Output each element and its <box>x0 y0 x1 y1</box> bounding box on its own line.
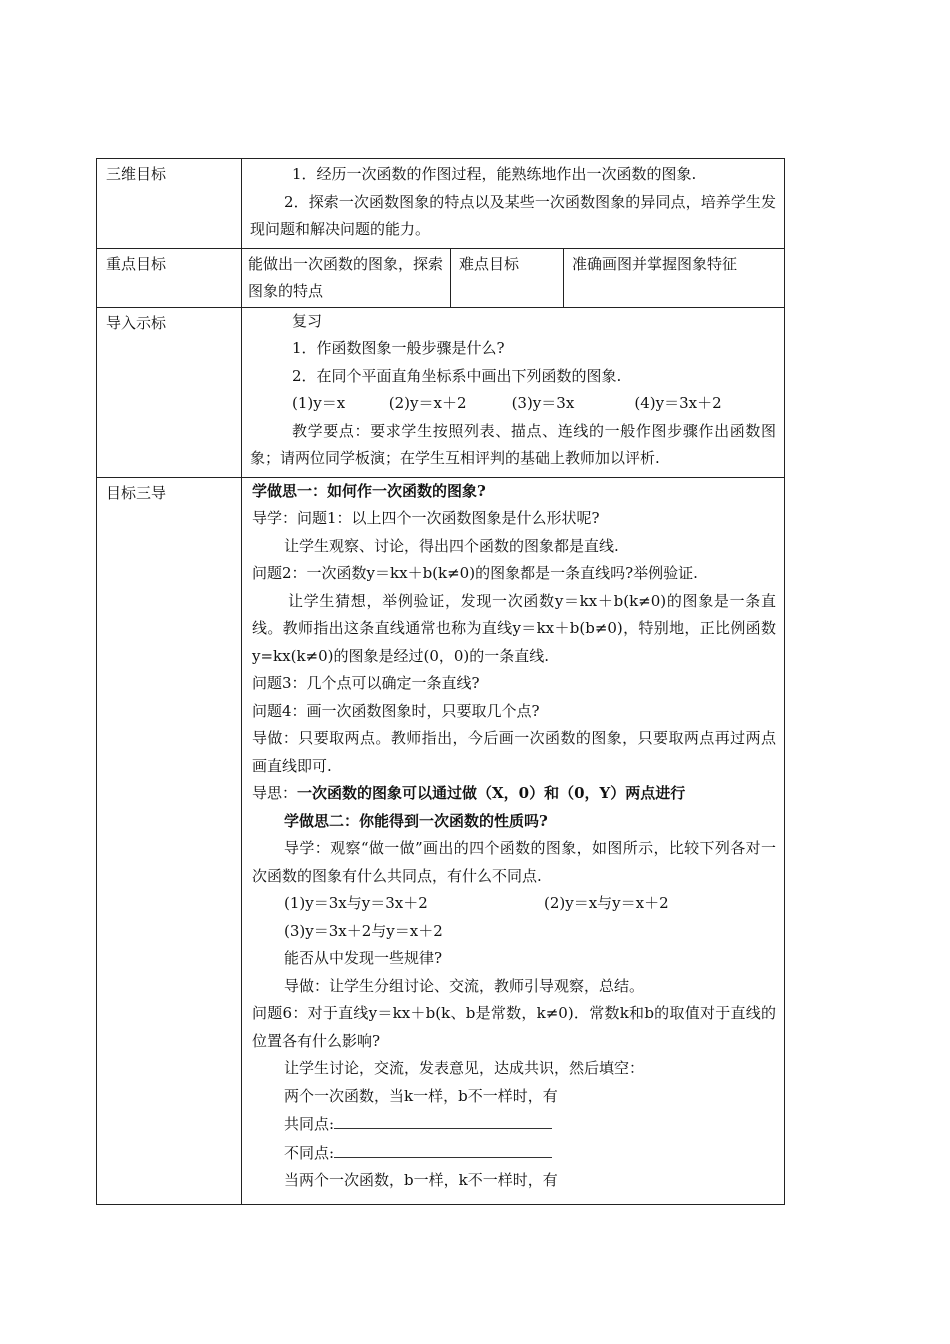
key-text: 能做出一次函数的图象，探索图象的特点 <box>242 249 451 307</box>
intro-content <box>242 307 785 477</box>
guide-l12: 问题6：对于直线y＝kx＋b(k、b是常数，k≠0)．常数k和b的取值对于直线的 位置各有什么影响? <box>252 1004 792 1050</box>
difficult-text: 准确画图并掌握图象特征 <box>572 254 738 273</box>
guide-l7: 导做：只要取两点。教师指出，今后画一次函数的图象，只要取两点再过两点画直线即可. <box>252 729 776 775</box>
guide-diff-label: 不同点: <box>284 1143 335 1162</box>
common-blank-line <box>334 1110 552 1129</box>
intro-review: 复习 <box>292 311 323 330</box>
guide-title-1: 学做思一：如何作一次函数的图象? <box>252 481 486 500</box>
intro-functions <box>250 390 776 418</box>
guide-l2: 让学生观察、讨论，得出四个函数的图象都是直线. <box>284 536 619 555</box>
guide-l9: 导学：观察“做一做”画出的四个函数的图象，如图所示，比较下列各对一次函数的图象有什么共同点，有什么不同点. <box>252 839 776 885</box>
guide-l6: 问题4：画一次函数图象时，只要取几个点? <box>252 701 540 720</box>
guide-common-row <box>252 1110 776 1139</box>
goals-content <box>242 159 785 249</box>
key-row <box>97 248 785 307</box>
guide-l11: 导做：让学生分组讨论、交流，教师引导观察，总结。 <box>284 976 645 995</box>
guide-pair-2: (2)y＝x与y＝x＋2 <box>544 894 669 912</box>
diff-blank-line <box>334 1139 552 1158</box>
guide-pairs-row <box>252 890 776 918</box>
guide-diff-row <box>252 1139 776 1168</box>
intro-func-1: (1)y＝x <box>292 394 346 412</box>
lesson-plan-table <box>96 158 792 1205</box>
intro-points: 教学要点：要求学生按照列表、描点、连线的一般作图步骤作出函数图象；请两位同学板演；在学生互相评判的基础上教师加以评析. <box>250 421 776 467</box>
intro-func-3: (3)y＝3x <box>511 394 575 412</box>
guide-l8 <box>252 780 776 808</box>
guide-l5: 问题3：几个点可以确定一条直线? <box>252 674 480 692</box>
difficult-label: 难点目标 <box>451 249 564 307</box>
guide-l10: 能否从中发现一些规律? <box>284 949 443 967</box>
guide-content <box>242 477 792 1204</box>
guide-l4: 让学生猜想，举例验证，发现一次函数y＝kx＋b(k≠0)的图象是一条直线。教师指出这条直线通常也称为直线y＝kx＋b(b≠0)，特别地，正比例函数y=kx(k≠0)的图象是经过(0，0)的一条直线. <box>252 591 776 665</box>
guide-l15: 当两个一次函数，b一样，k不一样时，有 <box>284 1171 558 1189</box>
goals-label: 三维目标 <box>97 159 242 249</box>
guide-l3: 问题2：一次函数y＝kx＋b(k≠0)的图象都是一条直线吗?举例验证. <box>252 564 698 582</box>
guide-l13: 让学生讨论，交流，发表意见，达成共识，然后填空： <box>284 1059 645 1077</box>
guide-l8-bold: 一次函数的图象可以通过做（X，0）和（0，Y）两点进行 <box>297 784 686 802</box>
intro-q1: 1．作函数图象一般步骤是什么? <box>292 339 505 357</box>
key-label: 重点目标 <box>97 248 242 307</box>
goals-line-1: 1．经历一次函数的作图过程，能熟练地作出一次函数的图象. <box>292 165 697 183</box>
guide-title-2: 学做思二：你能得到一次函数的性质吗? <box>284 811 548 830</box>
guide-l1: 导学：问题1：以上四个一次函数图象是什么形状呢? <box>252 509 600 527</box>
intro-row <box>97 307 785 477</box>
goals-line-2: 2．探索一次函数图象的特点以及某些一次函数图象的异同点，培养学生发现问题和解决问题的能力。 <box>250 192 776 238</box>
guide-common-label: 共同点: <box>284 1115 335 1133</box>
guide-l14: 两个一次函数，当k一样，b不一样时，有 <box>284 1086 558 1105</box>
guide-row <box>97 477 785 1204</box>
intro-func-2: (2)y＝x＋2 <box>388 394 467 412</box>
guide-pair-1: (1)y＝3x与y＝3x＋2 <box>284 894 428 912</box>
key-content <box>242 248 785 307</box>
guide-label: 目标三导 <box>97 477 242 1204</box>
goals-row <box>97 159 785 249</box>
intro-q2: 2．在同个平面直角坐标系中画出下列函数的图象. <box>292 366 622 385</box>
intro-func-4: (4)y＝3x＋2 <box>634 394 722 412</box>
intro-label: 导入示标 <box>97 307 242 477</box>
guide-l8-prefix: 导思： <box>252 784 298 802</box>
guide-pair-3: (3)y＝3x＋2与y＝x＋2 <box>284 921 443 940</box>
